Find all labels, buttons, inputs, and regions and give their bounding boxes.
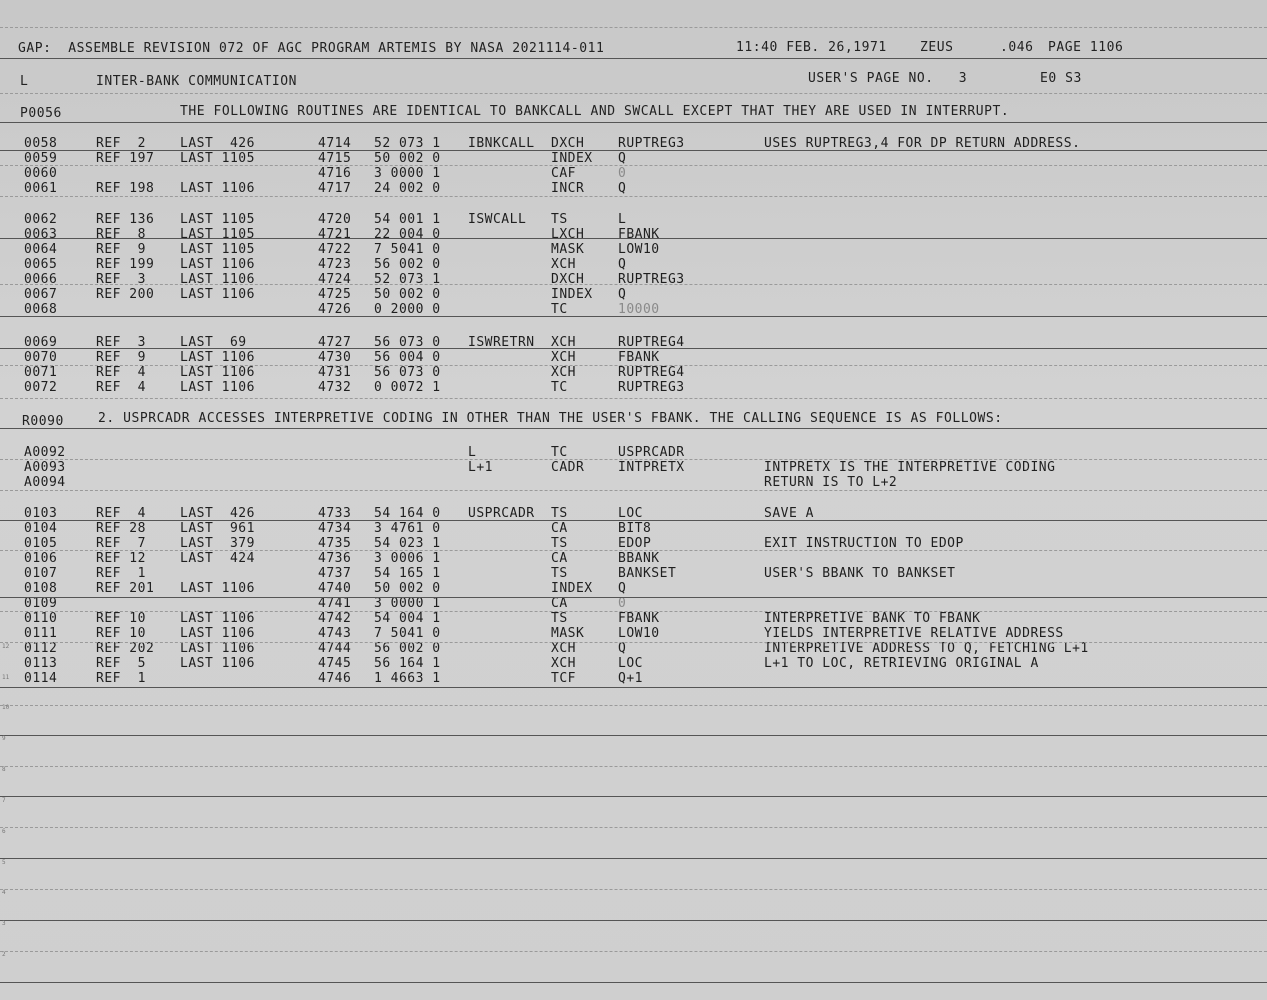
row-operand: RUPTREG4 <box>618 365 685 380</box>
row-ref: REF 7 <box>96 536 146 551</box>
row-code: 54 164 0 <box>374 506 441 521</box>
row-code: 50 002 0 <box>374 287 441 302</box>
ruled-line <box>0 196 1267 197</box>
row-op: TC <box>551 445 568 460</box>
ruled-line <box>0 27 1267 28</box>
margin-mark: 4 <box>2 889 6 896</box>
row-last: LAST 1105 <box>180 242 255 257</box>
row-ref: REF 9 <box>96 242 146 257</box>
row-operand: EDOP <box>618 536 652 551</box>
row-operand: FBANK <box>618 350 660 365</box>
row-last: LAST 1106 <box>180 350 255 365</box>
row-ln: 0063 <box>24 227 58 242</box>
row-ln: 0062 <box>24 212 58 227</box>
row-code: 3 4761 0 <box>374 521 441 536</box>
row-ref: REF 202 <box>96 641 155 656</box>
ruled-line <box>0 705 1267 706</box>
row-op: TS <box>551 611 568 626</box>
comment-1-text: THE FOLLOWING ROUTINES ARE IDENTICAL TO BANKCALL AND SWCALL EXCEPT THAT THEY ARE USED IN INTERRUPT. <box>180 104 1010 119</box>
header-user-page: USER'S PAGE NO. 3 <box>808 71 968 86</box>
row-operand: L <box>618 212 627 227</box>
row-code: 1 4663 1 <box>374 671 441 686</box>
row-addr: 4714 <box>318 136 352 151</box>
row-code: 50 002 0 <box>374 581 441 596</box>
row-comment: EXIT INSTRUCTION TO EDOP <box>764 536 964 551</box>
row-ln: 0067 <box>24 287 58 302</box>
comment-2-text: 2. USPRCADR ACCESSES INTERPRETIVE CODING IN OTHER THAN THE USER'S FBANK. THE CALLING SEQUENCE IS AS FOLLOWS: <box>98 411 1003 426</box>
row-ln: 0072 <box>24 380 58 395</box>
row-op: XCH <box>551 641 576 656</box>
ruled-line <box>0 365 1267 366</box>
row-last: LAST 1106 <box>180 581 255 596</box>
row-operand: INTPRETX <box>618 460 685 475</box>
row-code: 56 002 0 <box>374 257 441 272</box>
row-ref: REF 3 <box>96 272 146 287</box>
row-addr: 4741 <box>318 596 352 611</box>
margin-mark: 8 <box>2 766 6 773</box>
row-ref: REF 4 <box>96 380 146 395</box>
row-code: 54 165 1 <box>374 566 441 581</box>
header-time: 11:40 FEB. 26,1971 <box>736 40 887 55</box>
row-ln: 0106 <box>24 551 58 566</box>
row-code: 56 164 1 <box>374 656 441 671</box>
row-code: 50 002 0 <box>374 151 441 166</box>
row-op: INDEX <box>551 287 593 302</box>
row-label: USPRCADR <box>468 506 535 521</box>
row-operand: FBANK <box>618 611 660 626</box>
row-ref: REF 199 <box>96 257 155 272</box>
row-addr: 4737 <box>318 566 352 581</box>
row-operand: LOW10 <box>618 242 660 257</box>
margin-mark: 11 <box>2 674 10 681</box>
margin-mark: 12 <box>2 643 10 650</box>
row-op: XCH <box>551 365 576 380</box>
row-operand: LOC <box>618 656 643 671</box>
margin-mark: 10 <box>2 704 10 711</box>
row-ref: REF 4 <box>96 365 146 380</box>
row-last: LAST 1106 <box>180 656 255 671</box>
row-op: INDEX <box>551 151 593 166</box>
row-op: TS <box>551 212 568 227</box>
row-code: 3 0000 1 <box>374 596 441 611</box>
row-comment: YIELDS INTERPRETIVE RELATIVE ADDRESS <box>764 626 1064 641</box>
row-op: LXCH <box>551 227 585 242</box>
ruled-line <box>0 238 1267 239</box>
row-addr: 4734 <box>318 521 352 536</box>
row-last: LAST 426 <box>180 506 255 521</box>
row-comment: INTERPRETIVE BANK TO FBANK <box>764 611 981 626</box>
row-last: LAST 1105 <box>180 151 255 166</box>
margin-mark: 2 <box>2 951 6 958</box>
row-op: MASK <box>551 242 585 257</box>
row-ln: 0107 <box>24 566 58 581</box>
row-ln: 0060 <box>24 166 58 181</box>
ruled-line <box>0 122 1267 123</box>
row-ln: 0071 <box>24 365 58 380</box>
row-comment: USER'S BBANK TO BANKSET <box>764 566 956 581</box>
row-ref: REF 4 <box>96 506 146 521</box>
row-op: TS <box>551 506 568 521</box>
margin-mark: 9 <box>2 735 6 742</box>
row-operand: 0 <box>618 596 627 611</box>
row-addr: 4730 <box>318 350 352 365</box>
row-code: 0 0072 1 <box>374 380 441 395</box>
row-operand: BANKSET <box>618 566 677 581</box>
row-operand: BBANK <box>618 551 660 566</box>
row-addr: 4723 <box>318 257 352 272</box>
margin-mark: 5 <box>2 859 6 866</box>
row-comment: USES RUPTREG3,4 FOR DP RETURN ADDRESS. <box>764 136 1081 151</box>
ruled-line <box>0 284 1267 285</box>
ruled-line <box>0 611 1267 612</box>
row-code: 54 001 1 <box>374 212 441 227</box>
row-operand: Q <box>618 641 627 656</box>
header-code: .046 <box>1000 40 1034 55</box>
row-last: LAST 1105 <box>180 212 255 227</box>
row-addr: 4731 <box>318 365 352 380</box>
ruled-line <box>0 520 1267 521</box>
row-ln: 0065 <box>24 257 58 272</box>
row-last: LAST 1106 <box>180 272 255 287</box>
row-ln: 0112 <box>24 641 58 656</box>
row-op: DXCH <box>551 272 585 287</box>
header-page: PAGE 1106 <box>1048 40 1124 55</box>
row-op: MASK <box>551 626 585 641</box>
row-code: 56 004 0 <box>374 350 441 365</box>
margin-mark: 3 <box>2 920 6 927</box>
row-addr: 4727 <box>318 335 352 350</box>
row-ln: 0104 <box>24 521 58 536</box>
row-last: LAST 961 <box>180 521 255 536</box>
ruled-line <box>0 459 1267 460</box>
row-label: IBNKCALL <box>468 136 535 151</box>
row-code: 52 073 1 <box>374 272 441 287</box>
row-last: LAST 1105 <box>180 227 255 242</box>
row-addr: 4735 <box>318 536 352 551</box>
row-ref: REF 198 <box>96 181 155 196</box>
row-op: CA <box>551 596 568 611</box>
row-last: LAST 1106 <box>180 380 255 395</box>
row-comment: INTPRETX IS THE INTERPRETIVE CODING <box>764 460 1056 475</box>
row-operand: RUPTREG3 <box>618 380 685 395</box>
row-addr: 4715 <box>318 151 352 166</box>
row-addr: 4716 <box>318 166 352 181</box>
row-last: LAST 1106 <box>180 257 255 272</box>
row-op: CA <box>551 521 568 536</box>
row-ref: REF 10 <box>96 611 146 626</box>
row-ln: 0059 <box>24 151 58 166</box>
row-operand: Q <box>618 257 627 272</box>
ruled-line <box>0 490 1267 491</box>
row-label: L <box>468 445 477 460</box>
ruled-line <box>0 428 1267 429</box>
row-ref: REF 28 <box>96 521 146 536</box>
row-ref: REF 10 <box>96 626 146 641</box>
row-ln: 0058 <box>24 136 58 151</box>
row-last: LAST 1106 <box>180 287 255 302</box>
header-type: L <box>20 74 29 89</box>
ruled-line <box>0 150 1267 151</box>
row-op: XCH <box>551 335 576 350</box>
row-ref: REF 1 <box>96 671 146 686</box>
row-last: LAST 69 <box>180 335 247 350</box>
row-op: INDEX <box>551 581 593 596</box>
row-operand: Q <box>618 151 627 166</box>
row-operand: LOW10 <box>618 626 660 641</box>
row-last: LAST 1106 <box>180 641 255 656</box>
ruled-line <box>0 348 1267 349</box>
ruled-line <box>0 597 1267 598</box>
row-code: 56 073 0 <box>374 365 441 380</box>
row-op: TCF <box>551 671 576 686</box>
row-op: DXCH <box>551 136 585 151</box>
row-last: LAST 1106 <box>180 181 255 196</box>
row-last: LAST 1106 <box>180 626 255 641</box>
row-op: TC <box>551 380 568 395</box>
ruled-line <box>0 642 1267 643</box>
row-ln: A0093 <box>24 460 66 475</box>
row-ln: 0069 <box>24 335 58 350</box>
row-addr: 4725 <box>318 287 352 302</box>
row-code: 0 2000 0 <box>374 302 441 317</box>
row-addr: 4726 <box>318 302 352 317</box>
row-code: 56 002 0 <box>374 641 441 656</box>
ruled-line <box>0 735 1267 736</box>
row-code: 3 0000 1 <box>374 166 441 181</box>
ruled-line <box>0 982 1267 983</box>
ruled-line <box>0 550 1267 551</box>
ruled-line <box>0 858 1267 859</box>
header-program: GAP: ASSEMBLE REVISION 072 OF AGC PROGRAM ARTEMIS BY NASA 2021114-011 <box>18 41 605 56</box>
row-op: XCH <box>551 350 576 365</box>
row-operand: BIT8 <box>618 521 652 536</box>
row-ref: REF 200 <box>96 287 155 302</box>
row-ref: REF 136 <box>96 212 155 227</box>
row-ln: 0113 <box>24 656 58 671</box>
row-ln: 0105 <box>24 536 58 551</box>
row-code: 7 5041 0 <box>374 626 441 641</box>
ruled-line <box>0 920 1267 921</box>
row-operand: Q <box>618 581 627 596</box>
row-comment: SAVE A <box>764 506 814 521</box>
row-ref: REF 12 <box>96 551 146 566</box>
row-addr: 4720 <box>318 212 352 227</box>
row-last: LAST 379 <box>180 536 255 551</box>
row-last: LAST 1106 <box>180 365 255 380</box>
row-operand: Q <box>618 287 627 302</box>
row-ref: REF 3 <box>96 335 146 350</box>
row-comment: RETURN IS TO L+2 <box>764 475 898 490</box>
row-ln: 0061 <box>24 181 58 196</box>
row-code: 52 073 1 <box>374 136 441 151</box>
row-ln: 0110 <box>24 611 58 626</box>
row-addr: 4744 <box>318 641 352 656</box>
row-operand: Q <box>618 181 627 196</box>
row-ln: 0066 <box>24 272 58 287</box>
row-ln: 0111 <box>24 626 58 641</box>
row-comment: L+1 TO LOC, RETRIEVING ORIGINAL A <box>764 656 1039 671</box>
row-operand: RUPTREG3 <box>618 136 685 151</box>
row-operand: RUPTREG4 <box>618 335 685 350</box>
ruled-line <box>0 889 1267 890</box>
row-op: CADR <box>551 460 585 475</box>
row-addr: 4742 <box>318 611 352 626</box>
row-addr: 4724 <box>318 272 352 287</box>
row-code: 54 004 1 <box>374 611 441 626</box>
row-op: TC <box>551 302 568 317</box>
row-op: XCH <box>551 656 576 671</box>
row-label: ISWCALL <box>468 212 527 227</box>
row-last: LAST 424 <box>180 551 255 566</box>
ruled-line <box>0 687 1267 688</box>
row-code: 22 004 0 <box>374 227 441 242</box>
row-code: 3 0006 1 <box>374 551 441 566</box>
row-op: INCR <box>551 181 585 196</box>
row-last: LAST 426 <box>180 136 255 151</box>
row-code: 54 023 1 <box>374 536 441 551</box>
row-label: L+1 <box>468 460 493 475</box>
margin-mark: 7 <box>2 797 6 804</box>
row-op: XCH <box>551 257 576 272</box>
row-addr: 4721 <box>318 227 352 242</box>
comment-1-id: P0056 <box>20 106 62 121</box>
row-ln: 0108 <box>24 581 58 596</box>
row-ln: 0114 <box>24 671 58 686</box>
row-operand: RUPTREG3 <box>618 272 685 287</box>
ruled-line <box>0 316 1267 317</box>
row-op: TS <box>551 536 568 551</box>
margin-mark: 6 <box>2 828 6 835</box>
row-addr: 4722 <box>318 242 352 257</box>
row-ref: REF 1 <box>96 566 146 581</box>
ruled-line <box>0 827 1267 828</box>
row-op: CA <box>551 551 568 566</box>
row-last: LAST 1106 <box>180 611 255 626</box>
row-code: 24 002 0 <box>374 181 441 196</box>
ruled-line <box>0 58 1267 59</box>
row-addr: 4743 <box>318 626 352 641</box>
row-addr: 4717 <box>318 181 352 196</box>
row-addr: 4740 <box>318 581 352 596</box>
row-ln: 0109 <box>24 596 58 611</box>
row-code: 56 073 0 <box>374 335 441 350</box>
row-addr: 4736 <box>318 551 352 566</box>
row-addr: 4746 <box>318 671 352 686</box>
row-ref: REF 9 <box>96 350 146 365</box>
ruled-line <box>0 951 1267 952</box>
row-op: TS <box>551 566 568 581</box>
row-op: CAF <box>551 166 576 181</box>
header-ref: E0 S3 <box>1040 71 1082 86</box>
header-system: ZEUS <box>920 40 954 55</box>
ruled-line <box>0 766 1267 767</box>
comment-2-id: R0090 <box>22 414 64 429</box>
row-comment: INTERPRETIVE ADDRESS TO Q, FETCHING L+1 <box>764 641 1089 656</box>
row-ref: REF 2 <box>96 136 146 151</box>
ruled-line <box>0 796 1267 797</box>
row-ln: A0092 <box>24 445 66 460</box>
row-ref: REF 197 <box>96 151 155 166</box>
row-ln: 0064 <box>24 242 58 257</box>
ruled-line <box>0 93 1267 94</box>
row-code: 7 5041 0 <box>374 242 441 257</box>
row-operand: LOC <box>618 506 643 521</box>
row-ref: REF 8 <box>96 227 146 242</box>
row-ln: 0068 <box>24 302 58 317</box>
row-addr: 4732 <box>318 380 352 395</box>
row-ln: 0070 <box>24 350 58 365</box>
row-ln: A0094 <box>24 475 66 490</box>
row-operand: 0 <box>618 166 627 181</box>
row-ref: REF 201 <box>96 581 155 596</box>
row-label: ISWRETRN <box>468 335 535 350</box>
row-addr: 4733 <box>318 506 352 521</box>
row-operand: 10000 <box>618 302 660 317</box>
row-ref: REF 5 <box>96 656 146 671</box>
row-addr: 4745 <box>318 656 352 671</box>
header-title: INTER-BANK COMMUNICATION <box>96 74 298 89</box>
row-operand: FBANK <box>618 227 660 242</box>
row-ln: 0103 <box>24 506 58 521</box>
ruled-line <box>0 398 1267 399</box>
ruled-line <box>0 165 1267 166</box>
row-operand: USPRCADR <box>618 445 685 460</box>
row-operand: Q+1 <box>618 671 643 686</box>
